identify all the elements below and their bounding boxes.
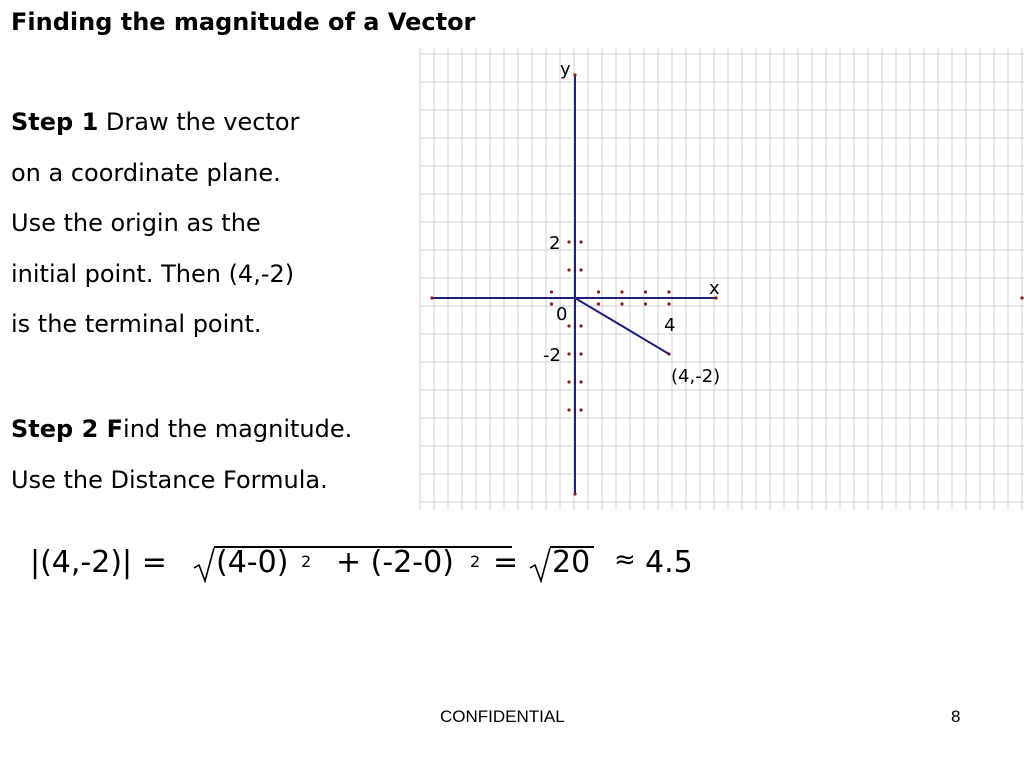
page-number: 8 bbox=[951, 707, 961, 726]
step1-line-3: Use the origin as the bbox=[11, 209, 261, 237]
y-tick-dot bbox=[567, 240, 570, 243]
formula-equals: = bbox=[493, 545, 519, 580]
x-tick-dot bbox=[550, 290, 553, 293]
step2-label: Step 2 F bbox=[11, 415, 124, 443]
x-tick-dot bbox=[597, 290, 600, 293]
y-axis-label: y bbox=[560, 59, 571, 80]
magnitude-formula bbox=[30, 540, 730, 590]
origin-label: 0 bbox=[556, 304, 568, 325]
y-axis-end-dot bbox=[573, 492, 576, 495]
edge-dot bbox=[1020, 296, 1023, 299]
radical-sign-2 bbox=[529, 546, 551, 584]
graph-grid bbox=[420, 48, 1024, 510]
radical-sign-1 bbox=[193, 546, 215, 584]
x-axis-end-dot bbox=[430, 296, 433, 299]
y-tick-dot bbox=[567, 380, 570, 383]
y-axis-end-dot bbox=[573, 73, 576, 76]
x-tick-dot bbox=[667, 302, 670, 305]
x-axis-label: x bbox=[709, 278, 720, 299]
y-tick-dot bbox=[579, 352, 582, 355]
formula-term-2: + (-2-0) bbox=[336, 545, 454, 580]
x-tick-label-4: 4 bbox=[664, 315, 676, 336]
y-tick-label-2: 2 bbox=[549, 233, 561, 254]
y-tick-dot bbox=[567, 268, 570, 271]
formula-radicand: 20 bbox=[552, 545, 591, 580]
step1-line-4: initial point. Then (4,-2) bbox=[11, 260, 295, 288]
step1-line-5: is the terminal point. bbox=[11, 310, 262, 338]
y-tick-dot bbox=[567, 324, 570, 327]
x-tick-dot bbox=[620, 290, 623, 293]
footer-confidential: CONFIDENTIAL bbox=[440, 707, 565, 726]
step1-label: Step 1 bbox=[11, 108, 99, 136]
formula-exponent-2: 2 bbox=[470, 552, 481, 571]
step2-line-2: Use the Distance Formula. bbox=[11, 466, 328, 494]
x-tick-dot bbox=[667, 290, 670, 293]
y-tick-dot bbox=[579, 380, 582, 383]
slide-title: Finding the magnitude of a Vector bbox=[11, 8, 476, 36]
step2-text-1: ind the magnitude. bbox=[123, 415, 353, 443]
y-tick-dot bbox=[567, 408, 570, 411]
formula-lhs: |(4,-2)| = bbox=[30, 545, 167, 580]
y-tick-dot bbox=[579, 240, 582, 243]
tick-dots bbox=[430, 73, 1023, 495]
x-tick-dot bbox=[644, 302, 647, 305]
approx-symbol: ≈ bbox=[614, 545, 636, 575]
formula-exponent-1: 2 bbox=[301, 552, 312, 571]
y-tick-dot bbox=[567, 352, 570, 355]
x-tick-dot bbox=[620, 302, 623, 305]
vector-endpoint-label: (4,-2) bbox=[671, 366, 721, 387]
y-tick-dot bbox=[579, 268, 582, 271]
step1-line-2: on a coordinate plane. bbox=[11, 159, 281, 187]
x-tick-dot bbox=[597, 302, 600, 305]
y-tick-label-neg2: -2 bbox=[543, 345, 561, 366]
y-tick-dot bbox=[579, 324, 582, 327]
formula-term-1: (4-0) bbox=[216, 545, 289, 580]
x-tick-dot bbox=[550, 302, 553, 305]
step1-text-1: Draw the vector bbox=[105, 108, 300, 136]
formula-approx-value: 4.5 bbox=[645, 545, 693, 580]
x-tick-dot bbox=[644, 290, 647, 293]
y-tick-dot bbox=[579, 408, 582, 411]
